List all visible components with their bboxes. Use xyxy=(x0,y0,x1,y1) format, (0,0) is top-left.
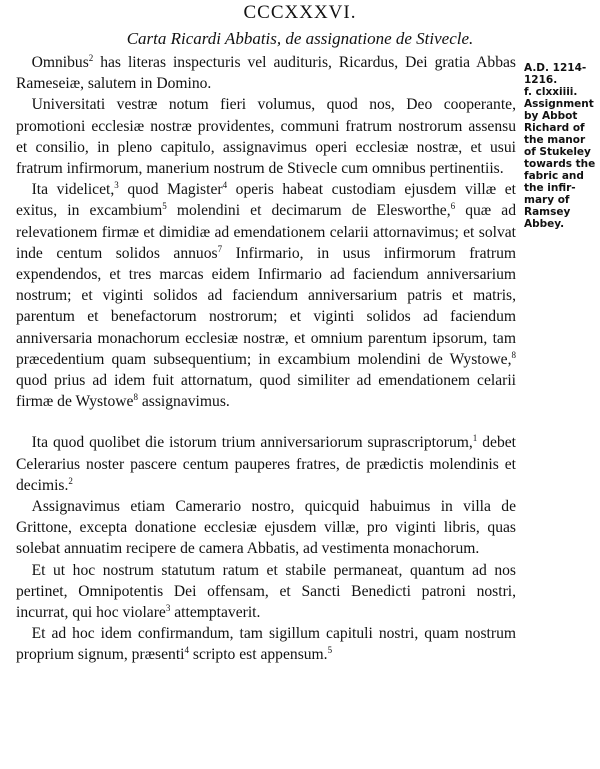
footnote-ref: 2 xyxy=(68,475,73,486)
footnote-ref: 2 xyxy=(88,52,94,63)
margin-summary-line: of Stukeley xyxy=(524,146,591,158)
text-run: Infirmario, in usus infirmorum fratrum expendendos, et tres marcas eidem Infirmario ad faciendum anniversarium nostrum; et viginti solidos ad faciendum anniversarium patris et matris, parentum et benefactorum nostrorum; et viginti solidos ad faciendum anniversaria monachorum ecclesiæ nostræ, et omnium parentum ipsorum, tam præcedentium quam subsequentium; in excambium molendini de Wystowe, xyxy=(16,244,516,368)
text-run: debet Celerarius noster pascere centum pauperes fratres, de prædictis molendinis et decimis. xyxy=(16,434,517,494)
footnote-ref: 1 xyxy=(472,433,478,444)
footnote-ref: 5 xyxy=(327,645,333,656)
text-run: Ita videlicet, xyxy=(31,181,115,199)
paragraph-terms xyxy=(16,179,516,412)
text-run: quæ ad relevationem firmæ et dimidiæ ad emendationem celarii attornavimus; et solvat inde centum solidos annuos xyxy=(16,202,516,262)
paragraph-notification: Universitati vestræ notum fieri volumus, quod nos, Deo cooperante, promotioni ecclesiæ nostræ providentes, communi fratrum nostrorum assensu et consilio, in pleno capitulo, assignavimus operi ecclesiæ nostræ, et usui fratrum infirmorum, manerium nostrum de Stivecle cum omnibus pertinentiis. xyxy=(16,96,516,178)
text-run: assignavimus. xyxy=(137,393,230,411)
text-run: operis habeat custodiam ejusdem villæ et exitus, in excambium xyxy=(16,181,516,220)
margin-summary-line: fabric and xyxy=(524,170,584,182)
text-run: Et ad hoc idem confirmandum, tam sigillum capituli nostri, quam nostrum proprium signum, præsenti xyxy=(16,625,516,664)
margin-summary-line: by Abbot xyxy=(524,110,578,122)
footnote-ref: 8 xyxy=(511,349,516,360)
margin-summary-line: Richard of xyxy=(524,122,585,134)
margin-summary-line: Abbey. xyxy=(524,218,565,230)
margin-summary-line: towards the xyxy=(524,158,596,170)
text-run: attemptaverit. xyxy=(170,604,261,622)
margin-summary-line: Assignment xyxy=(524,98,594,110)
paragraph-sanction xyxy=(16,560,516,624)
text-run: has literas inspecturis vel audituris, Ricardus, Dei gratia Abbas Rameseiæ, salutem in Domino. xyxy=(16,54,516,93)
text-run: Omnibus xyxy=(31,54,89,71)
margin-summary-line: mary of xyxy=(524,194,570,206)
charter-number: CCCXXXVI. xyxy=(243,2,357,23)
paragraph-anniversaries xyxy=(16,432,516,496)
paragraph-sealing xyxy=(16,623,516,665)
footnote-ref: 8 xyxy=(133,392,138,403)
text-run: quod Magister xyxy=(118,181,223,199)
margin-date-end: 1216. xyxy=(524,74,558,86)
footnote-ref: 4 xyxy=(184,645,189,656)
footnote-ref: 6 xyxy=(450,201,456,212)
text-run: molendini et decimarum de Elesworthe, xyxy=(166,202,451,220)
margin-folio: f. clxxiiii. xyxy=(524,86,578,98)
margin-note xyxy=(524,62,598,230)
margin-summary-line: Ramsey xyxy=(524,206,571,218)
footnote-ref: 3 xyxy=(114,180,119,191)
paragraph-address xyxy=(16,52,516,94)
text-run: Ita quod quolibet die istorum trium anniversariorum suprascriptorum, xyxy=(31,434,473,452)
footnote-ref: 7 xyxy=(217,243,223,254)
margin-summary-line: the infir- xyxy=(524,182,576,194)
footnote-ref: 3 xyxy=(165,602,171,613)
footnote-ref: 5 xyxy=(162,201,167,212)
margin-summary xyxy=(524,98,598,230)
paragraph-camerarius: Assignavimus etiam Camerario nostro, quicquid habuimus in villa de Grittone, excepta donatione ecclesiæ ejusdem villæ, pro viginti libris, quas solebat annuatim recipere de camera Abbatis, ad vestimenta monachorum. xyxy=(16,498,516,558)
charter-title: Carta Ricardi Abbatis, de assignatione de Stivecle. xyxy=(126,29,474,48)
margin-date: A.D. 1214- xyxy=(524,62,587,74)
text-run: scripto est appensum. xyxy=(189,646,328,664)
text-run: quod prius ad idem fuit attornatum, quod similiter ad emendationem celarii firmæ de Wystowe xyxy=(16,372,516,411)
margin-summary-line: the manor xyxy=(524,134,586,146)
text-run: Et ut hoc nostrum statutum ratum et stabile permaneat, quantum ad nos pertinet, Omnipotentis Dei offensam, et Sancti Benedicti patroni nostri, incurrat, qui hoc violare xyxy=(16,561,516,622)
charter-text xyxy=(16,52,516,666)
footnote-ref: 4 xyxy=(222,180,228,191)
paragraph-gap xyxy=(16,412,516,432)
